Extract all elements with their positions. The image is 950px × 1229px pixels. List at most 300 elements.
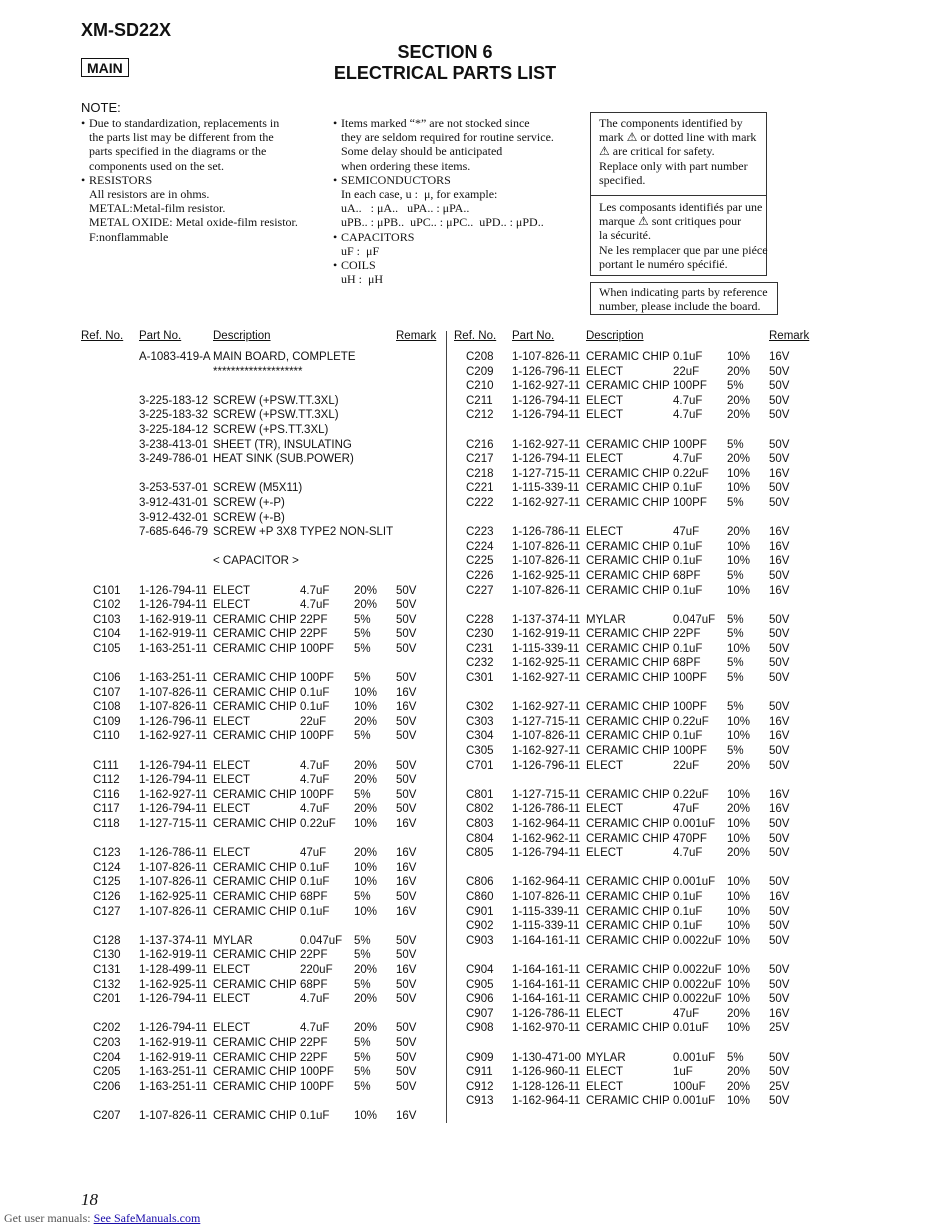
cell-tol: 5% [727,701,744,714]
table-row [0,467,900,482]
cell-rating: 50V [396,803,417,816]
cell-val: 100PF [673,701,707,714]
table-row [0,715,900,730]
cell-part: 1-126-786-11 [512,526,581,539]
cell-desc: SCREW (+PSW.TT.3XL) [213,394,339,407]
cell-tol: 20% [727,1066,751,1079]
note-line: METAL:Metal-film resistor. [89,201,226,216]
cell-part: 1-126-794-11 [512,453,581,466]
cell-ref: C905 [466,978,494,991]
bullet-dot [333,159,341,173]
cell-part: 3-225-183-32 [139,409,209,422]
cell-part: 1-126-794-11 [139,584,208,597]
cell-desc: CERAMIC CHIP [586,657,670,670]
cell-desc: CERAMIC CHIP [213,613,297,626]
table-row [0,700,900,715]
cell-desc: CERAMIC CHIP [213,861,297,874]
cell-desc: CERAMIC CHIP [213,642,297,655]
cell-tol: 5% [354,788,371,801]
cell-part: 1-107-826-11 [512,540,581,553]
cell-tol: 20% [354,993,378,1006]
cell-desc: ELECT [586,847,624,860]
col-remark-header: Remark [396,330,437,342]
box-line: The components identified by [599,116,743,130]
cell-part: 1-126-794-11 [139,759,208,772]
cell-ref: C211 [466,394,493,407]
cell-part: 1-162-919-11 [512,628,581,641]
note-line: parts specified in the diagrams or the [89,144,267,159]
cell-part: 1-162-919-11 [139,628,208,641]
cell-ref: C203 [93,1036,121,1049]
cell-desc: CERAMIC CHIP [586,496,670,509]
table-row [0,788,900,803]
cell-desc: CERAMIC CHIP [586,642,670,655]
cell-val: 4.7uF [300,584,330,597]
cell-tol: 5% [354,613,371,626]
cell-ref: C222 [466,496,494,509]
cell-tol: 5% [354,890,371,903]
safety-note-french [590,195,767,276]
cell-ref: C911 [466,1066,493,1079]
note-line: when ordering these items. [341,158,471,173]
footer [4,1211,200,1226]
cell-val: 4.7uF [300,599,330,612]
table-row [0,525,900,540]
col-part-header: Part No. [139,330,182,342]
parts-list-right [0,350,900,1109]
cell-rating: 16V [769,467,790,480]
cell-rating: 16V [769,584,790,597]
cell-ref: C130 [93,949,121,962]
cell-val: 0.1uF [673,642,703,655]
cell-part: 1-128-126-11 [512,1080,581,1093]
cell-desc: CERAMIC CHIP [586,905,670,918]
cell-desc: CERAMIC CHIP [213,949,297,962]
cell-part: 1-162-927-11 [512,496,581,509]
cell-val: 0.1uF [673,905,703,918]
cell-rating: 50V [396,1080,417,1093]
cell-rating: 50V [769,847,790,860]
cell-val: 0.001uF [673,876,716,889]
cell-tol: 5% [727,628,744,641]
cell-val: 1uF [673,1066,693,1079]
cell-part: 1-162-919-11 [139,1036,208,1049]
cell-part: 1-127-715-11 [512,467,581,480]
cell-rating: 50V [769,409,790,422]
cell-desc: CERAMIC CHIP [213,701,297,714]
cell-tol: 10% [727,993,751,1006]
bullet-dot [333,187,341,201]
cell-part: 1-126-786-11 [139,847,208,860]
cell-val: 0.22uF [300,818,336,830]
bullet-dot: • [333,229,338,244]
cell-rating: 50V [769,672,790,685]
cell-rating: 50V [769,876,790,889]
cell-ref: C231 [466,642,494,655]
table-row [0,452,900,467]
cell-tol: 10% [727,730,751,743]
cell-desc: CERAMIC CHIP [586,963,670,976]
cell-tol: 5% [727,569,744,582]
safety-note-english [590,112,767,196]
cell-rating: 16V [396,847,417,860]
cell-desc: SCREW +P 3X8 TYPE2 NON-SLIT [213,526,394,539]
cell-rating: 50V [769,745,790,758]
cell-rating: 50V [769,1066,790,1079]
cell-tol: 20% [354,599,378,612]
cell-rating: 50V [396,1022,417,1035]
table-row [0,846,900,861]
cell-rating: 50V [769,613,790,626]
cell-desc: CERAMIC CHIP [586,628,670,641]
cell-rating: 50V [769,628,790,641]
cell-part: 1-126-794-11 [139,993,208,1006]
cell-val: 0.1uF [300,876,330,889]
cell-desc: ELECT [213,599,251,612]
table-row [0,729,900,744]
cell-ref: C908 [466,1022,494,1035]
cell-desc: CERAMIC CHIP [586,540,670,553]
cell-desc: SCREW (+PS.TT.3XL) [213,423,329,436]
cell-ref: C901 [466,905,494,918]
cell-ref: C304 [466,730,494,743]
cell-part: 1-162-919-11 [139,1051,208,1064]
cell-desc: CERAMIC CHIP [213,978,297,991]
cell-val: 68PF [673,569,701,582]
cell-val: 0.001uF [673,1095,716,1108]
cell-desc: MYLAR [586,613,626,626]
cell-desc: ELECT [586,453,624,466]
cell-ref: C909 [466,1051,494,1064]
cell-part: 1-164-161-11 [512,993,581,1006]
cell-ref: C101 [93,584,121,597]
cell-rating: 16V [396,686,417,699]
cell-tol: 20% [727,847,751,860]
bullet-dot [81,201,89,215]
cell-val: 0.1uF [673,890,703,903]
cell-rating: 50V [396,642,417,655]
cell-val: 4.7uF [300,1022,330,1035]
cell-rating: 50V [769,978,790,991]
cell-part: 3-253-537-01 [139,482,209,495]
cell-ref: C226 [466,569,494,582]
bullet-dot [81,144,89,158]
cell-part: 1-162-970-11 [512,1022,581,1035]
note-line: SEMICONDUCTORS [341,172,451,187]
cell-desc: SHEET (TR), INSULATING [213,438,352,451]
cell-val: 0.047uF [673,613,716,626]
note-line: METAL OXIDE: Metal oxide-film resistor. [89,215,298,230]
cell-ref: C111 [93,759,119,772]
cell-ref: C207 [93,1109,121,1122]
bullet-dot [81,187,89,201]
table-row [0,438,900,453]
page-number: 18 [81,1190,98,1209]
table-row [0,627,900,642]
cell-desc: CERAMIC CHIP [586,351,670,363]
cell-val: 4.7uF [300,993,330,1006]
cell-desc: ELECT [586,526,624,539]
cell-val: 4.7uF [300,774,330,787]
bullet-dot [81,215,89,229]
cell-ref: C126 [93,890,121,903]
cell-val: 22PF [300,1051,328,1064]
cell-tol: 10% [727,832,751,845]
cell-val: 22PF [300,949,328,962]
cell-tol: 20% [354,803,378,816]
cell-tol: 10% [727,788,751,801]
cell-val: 47uF [300,847,327,860]
table-row [0,832,900,847]
cell-desc: ELECT [586,1080,624,1093]
cell-val: 22uF [673,365,700,378]
cell-val: 0.1uF [673,584,703,597]
cell-part: 1-107-826-11 [139,861,208,874]
cell-val: 4.7uF [300,759,330,772]
cell-part: 1-107-826-11 [512,890,581,903]
cell-part: 1-107-826-11 [139,905,208,918]
box-line: la sécurité. [599,228,651,243]
cell-part: 1-115-339-11 [512,920,580,933]
cell-val: 100PF [300,730,334,743]
cell-part: 1-164-161-11 [512,934,581,947]
cell-ref: C305 [466,745,494,758]
cell-desc: CERAMIC CHIP [586,482,670,495]
cell-part: 1-115-339-11 [512,642,580,655]
cell-ref: C107 [93,686,121,699]
cell-tol: 5% [354,628,371,641]
table-row [0,948,900,963]
cell-part: 1-162-962-11 [512,832,581,845]
cell-val: 4.7uF [673,394,703,407]
cell-tol: 10% [727,978,751,991]
cell-desc: CERAMIC CHIP [213,876,297,889]
cell-tol: 10% [727,818,751,830]
box-line: mark ⚠ or dotted line with mark [599,130,757,145]
cell-ref: C701 [466,759,494,772]
cell-desc: ELECT [213,1022,251,1035]
cell-val: 100PF [673,745,707,758]
table-row [0,540,900,555]
table-row [0,759,900,774]
cell-desc: CERAMIC CHIP [213,818,297,830]
cell-rating: 16V [769,1007,790,1020]
cell-part: 1-127-715-11 [139,818,208,830]
cell-tol: 10% [727,1095,751,1108]
cell-val: 22PF [300,613,328,626]
cell-desc: ELECT [213,847,251,860]
cell-tol: 20% [354,715,378,728]
cell-part: 3-238-413-01 [139,438,209,451]
cell-val: 100PF [673,496,707,509]
cell-rating: 50V [769,453,790,466]
cell-val: 470PF [673,832,707,845]
cell-part: 1-162-927-11 [512,380,581,393]
table-row [0,919,900,934]
cell-ref: C205 [93,1066,121,1079]
table-row [0,365,900,380]
cell-rating: 50V [769,1095,790,1108]
cell-rating: 16V [396,861,417,874]
cell-tol: 10% [727,351,751,363]
note-line: Items marked “*” are not stocked since [341,116,530,130]
cell-part: 1-126-794-11 [139,599,208,612]
table-row [0,1007,900,1022]
cell-rating: 50V [769,642,790,655]
bullet-dot [333,201,341,215]
cell-ref: C225 [466,555,494,568]
cell-ref: C860 [466,890,494,903]
note-line: Due to standardization, replacements in [89,116,280,130]
cell-val: 0.1uF [300,701,330,714]
cell-desc: CERAMIC CHIP [586,818,670,830]
cell-ref: C216 [466,438,494,451]
cell-part: 1-107-826-11 [139,701,208,714]
cell-ref: C912 [466,1080,494,1093]
cell-part: 1-115-339-11 [512,905,580,918]
cell-val: 100PF [300,1066,334,1079]
cell-desc: SCREW (+-B) [213,511,285,524]
note-line: Some delay should be anticipated [341,144,503,159]
safemanuals-link[interactable]: See SafeManuals.com [93,1211,201,1225]
cell-val: 100PF [300,788,334,801]
cell-rating: 16V [396,905,417,918]
cell-desc: CERAMIC CHIP [213,905,297,918]
cell-val: 68PF [673,657,701,670]
cell-part: 1-162-925-11 [512,569,581,582]
cell-rating: 50V [396,715,417,728]
cell-ref: C131 [93,963,121,976]
cell-desc: ELECT [213,774,251,787]
cell-val: 0.1uF [300,861,330,874]
note-line: uA.. : μA.. uPA.. : μPA.. [341,201,470,216]
bullet-dot [81,159,89,173]
col-ref-header: Ref. No. [454,330,497,342]
cell-ref: C108 [93,701,121,714]
cell-ref: C123 [93,847,121,860]
cell-tol: 20% [354,584,378,597]
cell-val: 0.22uF [673,467,709,480]
cell-part: 1-162-925-11 [139,978,208,991]
note-heading: NOTE: [81,100,121,115]
cell-tol: 10% [727,584,751,597]
cell-val: 68PF [300,890,328,903]
bullet-dot: • [333,172,338,187]
cell-ref: C218 [466,467,494,480]
cell-tol: 20% [354,847,378,860]
cell-desc: SCREW (+-P) [213,496,285,509]
cell-val: 100PF [300,642,334,655]
cell-part: 1-107-826-11 [512,730,581,743]
col-desc-header: Description [586,330,644,342]
cell-desc: CERAMIC CHIP [586,934,670,947]
table-row [0,423,900,438]
col-part-header: Part No. [512,330,555,342]
cell-tol: 20% [727,1080,751,1093]
cell-rating: 50V [396,890,417,903]
cell-desc: CERAMIC CHIP [213,628,297,641]
bullet-dot: • [333,258,338,273]
cell-tol: 20% [727,453,751,466]
cell-val: 100uF [673,1080,706,1093]
cell-rating: 50V [396,628,417,641]
cell-desc: ELECT [586,1007,624,1020]
cell-val: 4.7uF [673,847,703,860]
table-row [0,511,900,526]
cell-part: 1-107-826-11 [139,876,208,889]
cell-tol: 20% [354,759,378,772]
notes-middle [333,116,583,286]
cell-tol: 10% [727,934,751,947]
cell-desc: SCREW (M5X11) [213,482,303,495]
cell-tol: 10% [727,540,751,553]
cell-ref: C227 [466,584,494,597]
cell-val: 0.1uF [300,686,330,699]
cell-rating: 25V [769,1022,790,1035]
cell-desc: CERAMIC CHIP [586,730,670,743]
table-row [0,1051,900,1066]
cell-rating: 50V [396,1066,417,1079]
cell-desc: CERAMIC CHIP [586,832,670,845]
cell-ref: C212 [466,409,494,422]
cell-desc: ELECT [586,365,624,378]
cell-desc: CERAMIC CHIP [213,730,297,743]
cell-rating: 50V [769,934,790,947]
cell-rating: 16V [769,351,790,363]
cell-part: 3-912-432-01 [139,511,209,524]
cell-ref: C202 [93,1022,121,1035]
table-row [0,978,900,993]
cell-val: 22PF [300,1036,328,1049]
cell-part: 1-126-796-11 [512,759,581,772]
cell-desc: CERAMIC CHIP [586,890,670,903]
table-row [0,817,900,832]
cell-part: 1-126-796-11 [512,365,581,378]
cell-tol: 20% [727,1007,751,1020]
cell-ref: C124 [93,861,121,874]
cell-tol: 10% [354,686,378,699]
cell-tol: 5% [727,745,744,758]
cell-rating: 50V [769,759,790,772]
cell-tol: 10% [727,467,751,480]
table-row [0,1036,900,1051]
cell-tol: 5% [727,380,744,393]
cell-tol: 20% [727,759,751,772]
table-row [0,963,900,978]
col-remark-header: Remark [769,330,810,342]
table-row [0,861,900,876]
cell-part: 1-162-927-11 [139,730,208,743]
cell-val: 0.22uF [673,788,709,801]
cell-desc: CERAMIC CHIP [586,788,670,801]
model-name: XM-SD22X [81,20,172,40]
cell-val: 4.7uF [300,803,330,816]
cell-desc: CERAMIC CHIP [586,438,670,451]
cell-ref: C230 [466,628,494,641]
cell-desc: ELECT [213,993,251,1006]
cell-part: 3-225-183-12 [139,394,209,407]
note-line: RESISTORS [89,172,153,187]
cell-ref: C104 [93,628,121,641]
cell-part: 1-163-251-11 [139,642,208,655]
cell-rating: 50V [769,569,790,582]
note-line: uF : μF [341,243,380,258]
table-row [0,1065,900,1080]
cell-desc: HEAT SINK (SUB.POWER) [213,453,354,466]
cell-rating: 16V [769,788,790,801]
cell-part: 1-126-786-11 [512,1007,581,1020]
cell-desc: CERAMIC CHIP [213,1066,297,1079]
